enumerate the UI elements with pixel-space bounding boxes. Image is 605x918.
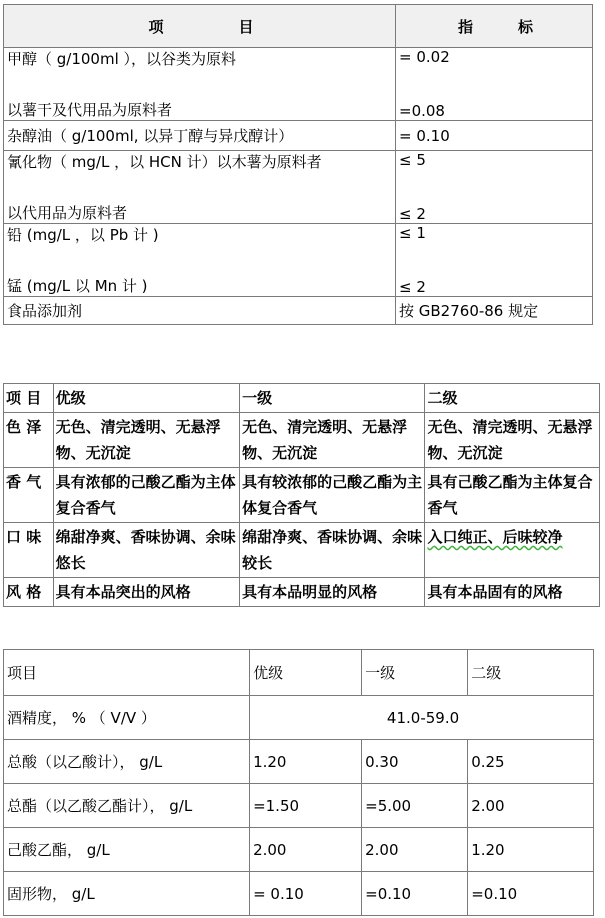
table-row bbox=[4, 224, 593, 297]
table1-header-row bbox=[4, 5, 593, 48]
table-row bbox=[4, 523, 600, 578]
cell-first: 绵甜净爽、香味协调、余味较长 bbox=[240, 523, 425, 578]
row-sub-label: 以薯干及代用品为原料者 bbox=[7, 101, 173, 119]
table2-header-premium: 优级 bbox=[53, 384, 239, 413]
table3-header-first: 一级 bbox=[362, 650, 468, 696]
row-value: = 0.02 bbox=[399, 48, 450, 66]
cell-second: 0.25 bbox=[468, 740, 594, 784]
row-label: 己酸乙酯， g/L bbox=[4, 828, 250, 872]
table-row bbox=[4, 413, 600, 468]
row-key: 香 气 bbox=[4, 468, 54, 523]
table-row bbox=[4, 784, 594, 828]
alcohol-value: 41.0-59.0 bbox=[250, 696, 594, 740]
row-value: = 0.10 bbox=[396, 121, 593, 151]
row-sub-label: 以代用品为原料者 bbox=[7, 204, 128, 222]
row-sub-value: ≤ 2 bbox=[399, 205, 426, 223]
row-value: 按 GB2760-86 规定 bbox=[396, 297, 593, 325]
cell-second: 1.20 bbox=[468, 828, 594, 872]
row-label: 食品添加剂 bbox=[4, 297, 396, 325]
row-key: 色 泽 bbox=[4, 413, 54, 468]
row-value: ≤ 1 bbox=[399, 224, 426, 242]
cell-first: 2.00 bbox=[362, 828, 468, 872]
row-sub-value: =0.08 bbox=[399, 102, 445, 120]
cell-premium: 具有本品突出的风格 bbox=[53, 578, 239, 607]
table-row bbox=[4, 468, 600, 523]
row-value: ≤ 5 bbox=[399, 151, 426, 169]
table2-header-second: 二级 bbox=[425, 384, 600, 413]
cell-second: 无色、清完透明、无悬浮物、无沉淀 bbox=[425, 413, 600, 468]
row-sub-label: 锰 (mg/L 以 Mn 计 ) bbox=[7, 277, 148, 295]
cell-premium: =1.50 bbox=[250, 784, 362, 828]
standards-table-1 bbox=[3, 4, 593, 325]
cell-premium: 具有浓郁的己酸乙酯为主体复合香气 bbox=[53, 468, 239, 523]
table-row bbox=[4, 828, 594, 872]
cell-premium: 无色、清完透明、无悬浮物、无沉淀 bbox=[53, 413, 239, 468]
cell-premium: 2.00 bbox=[250, 828, 362, 872]
cell-first: 具有较浓郁的己酸乙酯为主体复合香气 bbox=[240, 468, 425, 523]
row-label: 总酯（以乙酸乙酯计）， g/L bbox=[4, 784, 250, 828]
cell-premium: = 0.10 bbox=[250, 872, 362, 916]
table-row bbox=[4, 740, 594, 784]
cell-second: 2.00 bbox=[468, 784, 594, 828]
table-row bbox=[4, 696, 594, 740]
cell-second: 具有本品固有的风格 bbox=[425, 578, 600, 607]
row-label: 铅 (mg/L ，以 Pb 计 ) bbox=[7, 226, 159, 244]
table-row bbox=[4, 297, 593, 325]
physicochemical-table bbox=[3, 649, 594, 916]
row-label: 总酸（以乙酸计）， g/L bbox=[4, 740, 250, 784]
cell-second: 具有己酸乙酯为主体复合香气 bbox=[425, 468, 600, 523]
table1-header-item: 项 目 bbox=[4, 5, 396, 48]
row-label: 固形物， g/L bbox=[4, 872, 250, 916]
row-key: 口 味 bbox=[4, 523, 54, 578]
table2-header-item: 项 目 bbox=[4, 384, 54, 413]
cell-first: 具有本品明显的风格 bbox=[240, 578, 425, 607]
table2-header-row bbox=[4, 384, 600, 413]
table1-header-index: 指 标 bbox=[396, 5, 593, 48]
cell-first: 0.30 bbox=[362, 740, 468, 784]
cell-second: =0.10 bbox=[468, 872, 594, 916]
cell-first: =0.10 bbox=[362, 872, 468, 916]
cell-second: 入口纯正、后味较净 bbox=[427, 528, 563, 546]
table3-header-second: 二级 bbox=[468, 650, 594, 696]
table2-header-first: 一级 bbox=[240, 384, 425, 413]
table3-header-item: 项目 bbox=[4, 650, 250, 696]
table-row bbox=[4, 578, 600, 607]
sensory-table bbox=[3, 383, 600, 607]
cell-first: 无色、清完透明、无悬浮物、无沉淀 bbox=[240, 413, 425, 468]
table-row bbox=[4, 872, 594, 916]
cell-premium: 1.20 bbox=[250, 740, 362, 784]
row-label: 杂醇油（ g/100ml, 以异丁醇与异戊醇计） bbox=[4, 121, 396, 151]
table3-header-premium: 优级 bbox=[250, 650, 362, 696]
cell-premium: 绵甜净爽、香味协调、余味悠长 bbox=[53, 523, 239, 578]
table-row bbox=[4, 48, 593, 121]
row-label: 甲醇（ g/100ml ），以谷类为原料 bbox=[7, 50, 237, 68]
cell-first: =5.00 bbox=[362, 784, 468, 828]
table3-header-row bbox=[4, 650, 594, 696]
table-row bbox=[4, 121, 593, 151]
row-key: 风 格 bbox=[4, 578, 54, 607]
row-label: 酒精度， % （ V/V ） bbox=[4, 696, 250, 740]
row-sub-value: ≤ 2 bbox=[399, 278, 426, 296]
row-label: 氰化物（ mg/L ，以 HCN 计）以木薯为原料者 bbox=[7, 153, 322, 171]
table-row bbox=[4, 151, 593, 224]
